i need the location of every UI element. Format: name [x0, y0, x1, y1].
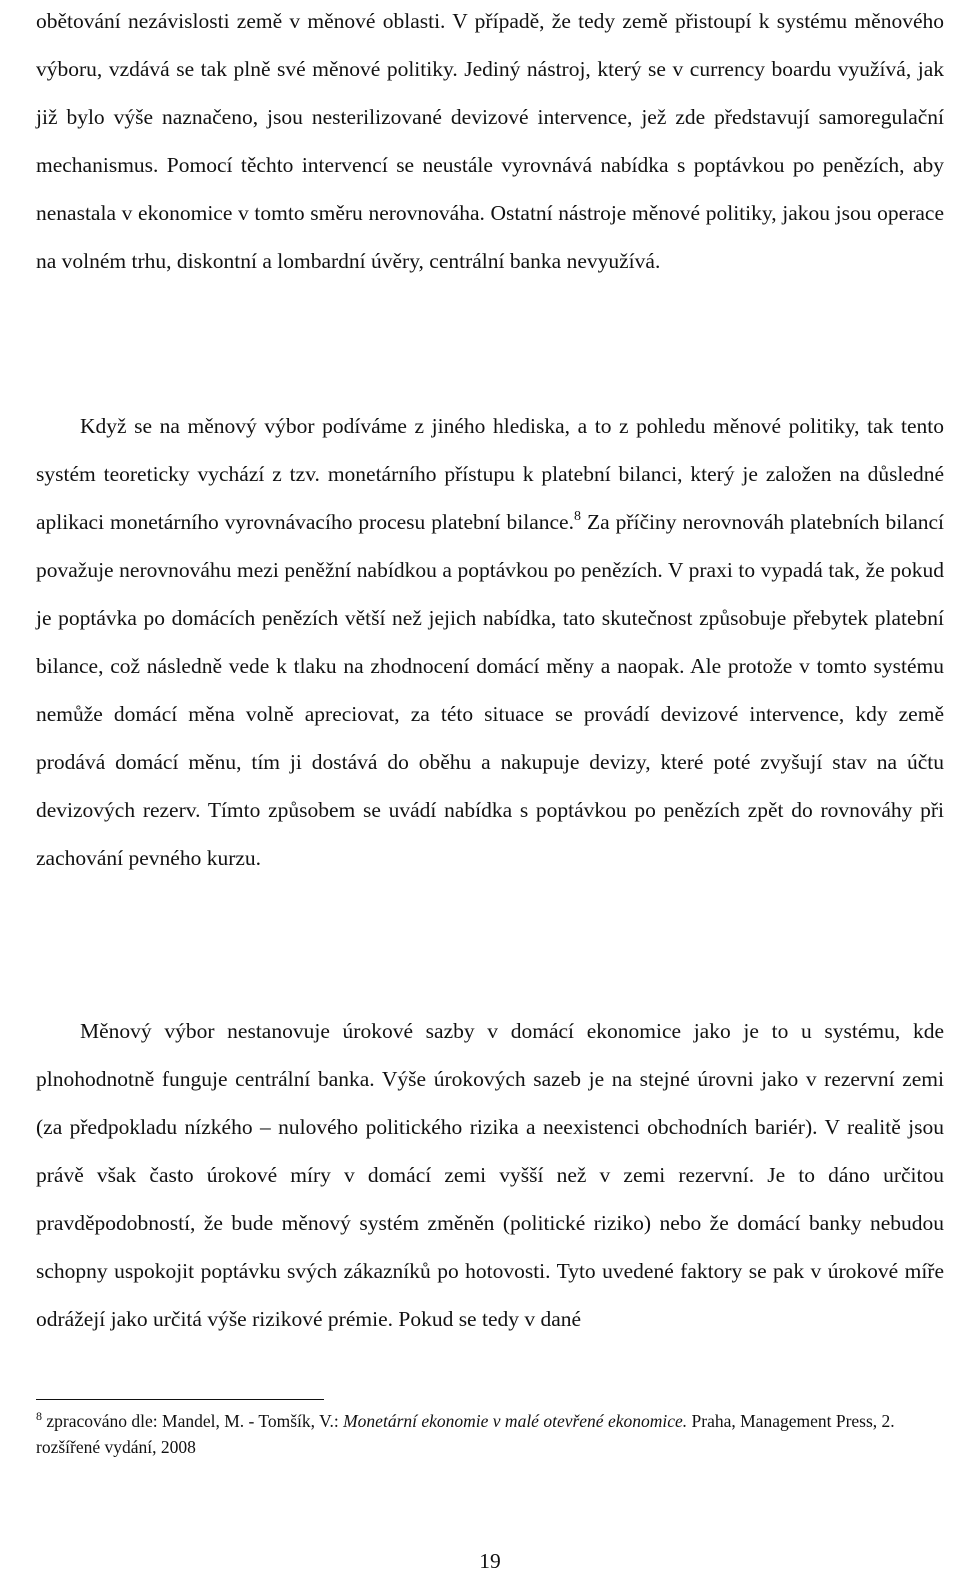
paragraph [36, 402, 944, 882]
footnote-reference[interactable]: 8 [573, 509, 581, 524]
footnote [36, 1408, 944, 1460]
footnote-title: Monetární ekonomie v malé otevřené ekonomice. [343, 1411, 688, 1431]
footnote-text: Praha, Management Press, 2. rozšířené vydání, 2008 [36, 1411, 895, 1457]
footnote-separator [36, 1399, 324, 1400]
paragraph-text: Když se na měnový výbor podíváme z jiného hlediska, a to z pohledu měnové politiky, tak tento systém teoreticky vychází z tzv. monetárního přístupu k platební bilanci, který je založen na důsledné aplikaci monetárního vyrovnávacího procesu platební bilance. [36, 414, 944, 534]
paragraph-text: Za příčiny nerovnováh platebních bilancí považuje nerovnováhu mezi peněžní nabídkou a poptávkou po penězích. V praxi to vypadá tak, že pokud je poptávka po domácích penězích větší než jejich nabídka, tato skutečnost způsobuje přebytek platební bilance, což následně vede k tlaku na zhodnocení domácí měny a naopak. Ale protože v tomto systému nemůže domácí měna volně apreciovat, za této situace se provádí devizové intervence, kdy země prodává domácí měnu, tím ji dostává do oběhu a nakupuje devizy, které poté zvyšují stav na účtu devizových rezerv. Tímto způsobem se uvádí nabídka s poptávkou po penězích zpět do rovnováhy při zachování pevného kurzu. [36, 510, 945, 870]
footnote-text: zpracováno dle: Mandel, M. - Tomšík, V.: [42, 1411, 344, 1431]
paragraph: obětování nezávislosti země v měnové oblasti. V případě, že tedy země přistoupí k systému měnového výboru, vzdává se tak plně své měnové politiky. Jediný nástroj, který se v currency boardu využívá, jak již bylo výše naznačeno, jsou nesterilizované devizové intervence, jež zde představují samoregulační mechanismus. Pomocí těchto intervencí se neustále vyrovnává nabídka s poptávkou po penězích, aby nenastala v ekonomice v tomto směru nerovnováha. Ostatní nástroje měnové politiky, jakou jsou operace na volném trhu, diskontní a lombardní úvěry, centrální banka nevyužívá. [36, 9, 944, 273]
paragraph: Měnový výbor nestanovuje úrokové sazby v domácí ekonomice jako je to u systému, kde plnohodnotně funguje centrální banka. Výše úrokových sazeb je na stejné úrovni jako v rezervní zemi (za předpokladu nízkého – nulového politického rizika a neexistenci obchodních bariér). V realitě jsou právě však často úrokové míry v domácí zemi vyšší než v zemi rezervní. Je to dáno určitou pravděpodobností, že bude měnový systém změněn (politické riziko) nebo že domácí banky nebudou schopny uspokojit poptávku svých zákazníků po hotovosti. Tyto uvedené faktory se pak v úrokové míře odrážejí jako určitá výše rizikové prémie. Pokud se tedy v dané [36, 1019, 944, 1331]
footnote-mark: 8 [36, 1409, 42, 1423]
page-number: 19 [479, 1549, 501, 1573]
document-page [36, 0, 944, 1594]
